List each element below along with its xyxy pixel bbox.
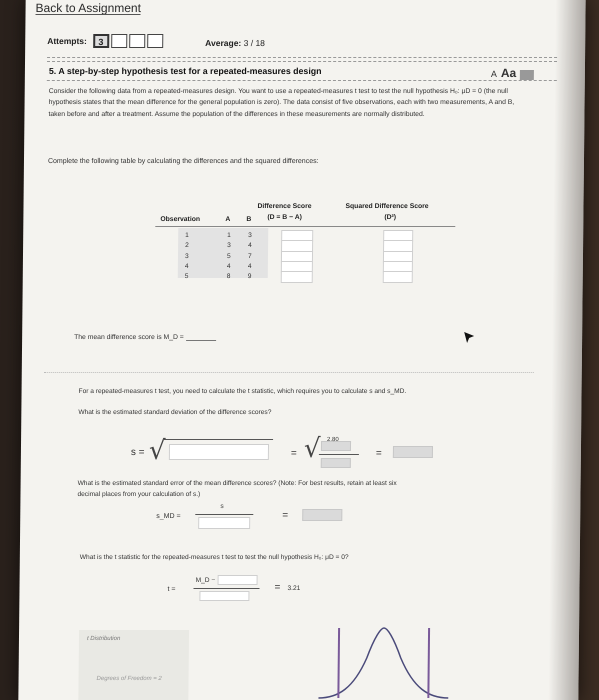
- sqrt-symbol: √: [148, 436, 166, 466]
- divider: [47, 57, 557, 58]
- cell-a: 1: [227, 232, 231, 239]
- attempt-box: [111, 34, 127, 48]
- se-label: s_MD =: [156, 513, 181, 520]
- question-paragraph: Consider the following data from a repeated-measures design. You want to use a repeated-measures t test to test the null hypothesis H₀: μD = 0 (the null hypothesis states that the mean difference for the general population is zero). The data consist of five observations, each with two measurements, A and B, taken before and after a treatment. Assume the population of the differences in these measurements are normally distributed.: [48, 88, 515, 118]
- degrees-of-freedom-label: Degrees of Freedom = 2: [96, 676, 162, 682]
- t-label: t =: [167, 586, 176, 593]
- se-result-input[interactable]: [302, 509, 342, 521]
- cell-a: 8: [226, 273, 231, 280]
- se-question-text: What is the estimated standard error of the mean difference scores? (Note: For best results, retain at least six: [77, 480, 397, 487]
- cell-b: 4: [247, 263, 252, 270]
- cell-observation: 5: [184, 273, 189, 280]
- mean-difference-row: [74, 333, 216, 341]
- cell-b: 4: [248, 242, 252, 249]
- cell-a: 5: [226, 253, 231, 260]
- equals-sign: =: [375, 448, 382, 459]
- fraction-bar: [195, 514, 253, 515]
- header-sq-formula: (D²): [384, 214, 397, 221]
- t-question: What is the t statistic for the repeated-measures t test to test the null hypothesis H₀: μD = 0?: [79, 554, 349, 561]
- s-numerator-input[interactable]: [169, 444, 269, 460]
- mean-difference-label: The mean difference score is M_D =: [74, 334, 184, 341]
- s-result-input[interactable]: [393, 446, 433, 458]
- average-score: [205, 38, 265, 48]
- header-observation: Observation: [160, 216, 201, 223]
- t-result: 3.21: [287, 585, 301, 592]
- se-numerator: s: [220, 503, 224, 510]
- cell-observation: 2: [185, 242, 189, 249]
- header-diff-formula: (D = B − A): [267, 214, 302, 221]
- attempt-box: [129, 34, 145, 48]
- equals-sign: =: [290, 448, 297, 459]
- mean-difference-input[interactable]: [186, 333, 216, 341]
- fraction-bar: [193, 588, 259, 589]
- divider: [47, 80, 557, 81]
- cell-observation: 4: [184, 263, 189, 270]
- attempts-label: Attempts:: [47, 36, 87, 46]
- t-distribution-curve[interactable]: [318, 618, 449, 700]
- table-header-rule: [155, 226, 455, 227]
- se-denominator-input[interactable]: [198, 517, 250, 529]
- font-size-controls[interactable]: [491, 66, 535, 80]
- header-diff: Difference Score: [257, 203, 312, 210]
- attempt-box-current: 3: [93, 34, 109, 48]
- screen: [18, 0, 585, 700]
- cell-observation: 1: [185, 232, 189, 239]
- question-title: 5. A step-by-step hypothesis test for a repeated-measures design: [48, 66, 322, 76]
- mouse-cursor-icon: [462, 330, 476, 344]
- attempts-indicator: [47, 34, 163, 48]
- header-sq: Squared Difference Score: [345, 203, 429, 210]
- equals-sign: =: [282, 510, 289, 521]
- table-body: [178, 228, 269, 278]
- se-question: [78, 480, 397, 487]
- attempt-box: [147, 34, 163, 48]
- difference-input-5[interactable]: [281, 271, 313, 283]
- t-denominator-input[interactable]: [199, 591, 249, 601]
- cell-observation: 3: [184, 253, 189, 260]
- cell-b: 7: [247, 253, 252, 260]
- s-label: s =: [130, 447, 145, 458]
- squared-difference-input-5[interactable]: [383, 271, 413, 283]
- average-label: Average:: [205, 38, 242, 48]
- sqrt-symbol: √: [303, 434, 321, 464]
- sqrt-overbar: [163, 439, 273, 440]
- divider: [47, 61, 557, 62]
- t-numerator: M_D −: [195, 577, 216, 584]
- s-fraction-denominator-input[interactable]: [321, 458, 351, 468]
- t-distribution-title: t Distribution: [86, 636, 121, 642]
- s-intro-text: For a repeated-measures t test, you need to calculate the t statistic, which requires you to calculate s and s_MD.: [78, 388, 407, 395]
- header-b: B: [246, 216, 252, 223]
- divider: [44, 372, 534, 373]
- equals-sign: =: [274, 582, 281, 593]
- cell-a: 4: [226, 263, 231, 270]
- s-question: What is the estimated standard deviation of the difference scores?: [78, 409, 272, 416]
- cell-a: 3: [227, 242, 231, 249]
- table-instruction: Complete the following table by calculating the differences and the squared differences:: [47, 158, 319, 165]
- average-value: 3 / 18: [243, 38, 266, 48]
- fraction-bar: [319, 454, 359, 455]
- header-a: A: [225, 216, 231, 223]
- cell-b: 9: [247, 273, 252, 280]
- font-smaller-button[interactable]: A: [490, 69, 497, 79]
- s-denominator-value: 2.80: [327, 437, 339, 443]
- back-to-assignment-link[interactable]: Back to Assignment: [35, 1, 142, 15]
- t-numerator-input[interactable]: [218, 575, 258, 585]
- t-distribution-panel: [78, 630, 189, 700]
- print-icon[interactable]: [520, 70, 534, 80]
- se-question-cont: decimal places from your calculation of s.): [77, 491, 201, 498]
- font-larger-button[interactable]: Aa: [500, 66, 517, 80]
- cell-b: 3: [248, 232, 252, 239]
